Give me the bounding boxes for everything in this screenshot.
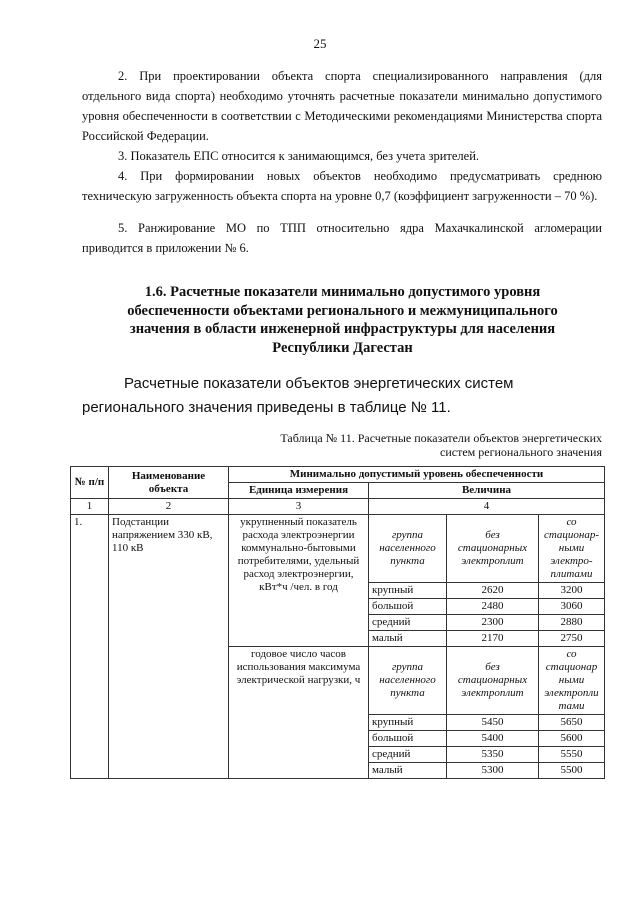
header-name: Наименование объекта bbox=[109, 467, 229, 499]
block2-with: 5500 bbox=[539, 763, 605, 779]
header-value: Величина bbox=[369, 483, 605, 499]
block1-group: крупный bbox=[369, 583, 447, 599]
colnum-1: 1 bbox=[71, 499, 109, 515]
energy-table bbox=[70, 466, 605, 779]
page-number: 25 bbox=[313, 36, 327, 51]
block2-group: средний bbox=[369, 747, 447, 763]
block1-with: 2750 bbox=[539, 631, 605, 647]
block1-subheader-without: без стационарных электроплит bbox=[447, 515, 539, 583]
block1-without: 2300 bbox=[447, 615, 539, 631]
column-numbers-row bbox=[71, 499, 605, 515]
block2-subheader-group: группа населенного пункта bbox=[369, 647, 447, 715]
block2-group: крупный bbox=[369, 715, 447, 731]
block2-with: 5550 bbox=[539, 747, 605, 763]
lead-text: Расчетные показатели объектов энергетических систем регионального значения приведены в таблице № 11. bbox=[82, 375, 514, 416]
block1-without: 2480 bbox=[447, 599, 539, 615]
block2-subheader-with: со стационар ными электропли тами bbox=[539, 647, 605, 715]
block2-unit: годовое число часов использования максимума электрической нагрузки, ч bbox=[229, 647, 369, 779]
block2-with: 5600 bbox=[539, 731, 605, 747]
header-min-level: Минимально допустимый уровень обеспеченности bbox=[229, 467, 605, 483]
table-header-row bbox=[71, 467, 605, 483]
colnum-2: 2 bbox=[109, 499, 229, 515]
note-2: 2. При проектировании объекта спорта специализированного направления (для отдельного вида спорта) необходимо уточнять расчетные показатели минимально допустимого уровня обеспеченности в соответствии с Методическими рекомендациями Министерства спорта Российской Федерации. bbox=[82, 69, 602, 143]
table-caption: Таблица № 11. Расчетные показатели объектов энергетических систем регионального значения bbox=[280, 431, 602, 459]
block1-group: большой bbox=[369, 599, 447, 615]
block2-without: 5450 bbox=[447, 715, 539, 731]
block2-without: 5350 bbox=[447, 747, 539, 763]
note-5: 5. Ранжирование МО по ТПП относительно ядра Махачкалинской агломерации приводится в приложении № 6. bbox=[82, 221, 602, 255]
block2-group: большой bbox=[369, 731, 447, 747]
row-num: 1. bbox=[71, 515, 109, 779]
block2-subheader-without: без стационарных электроплит bbox=[447, 647, 539, 715]
block1-without: 2170 bbox=[447, 631, 539, 647]
block1-group: малый bbox=[369, 631, 447, 647]
block1-unit: укрупненный показатель расхода электроэнергии коммунально-бытовыми потребителями, удельный расход электроэнергии, кВт*ч /чел. в год bbox=[229, 515, 369, 647]
row-object-name: Подстанции напряжением 330 кВ, 110 кВ bbox=[109, 515, 229, 779]
block1-group: средний bbox=[369, 615, 447, 631]
block1-without: 2620 bbox=[447, 583, 539, 599]
block1-with: 2880 bbox=[539, 615, 605, 631]
block1-subheader-group: группа населенного пункта bbox=[369, 515, 447, 583]
block2-without: 5400 bbox=[447, 731, 539, 747]
note-4: 4. При формировании новых объектов необходимо предусматривать среднюю техническую загруженность объекта спорта на уровне 0,7 (коэффициент загруженности – 70 %). bbox=[82, 169, 602, 203]
block2-group: малый bbox=[369, 763, 447, 779]
block1-subheader-with: со стационар-ными электро-плитами bbox=[539, 515, 605, 583]
block1-with: 3060 bbox=[539, 599, 605, 615]
header-unit: Единица измерения bbox=[229, 483, 369, 499]
colnum-4: 4 bbox=[369, 499, 605, 515]
note-3: 3. Показатель ЕПС относится к занимающимся, без учета зрителей. bbox=[118, 149, 480, 163]
block2-without: 5300 bbox=[447, 763, 539, 779]
section-heading: 1.6. Расчетные показатели минимально допустимого уровня обеспеченности объектами регионального и межмуниципального значения в области инженерной инфраструктуры для населения Республики Дагестан bbox=[127, 284, 558, 356]
block2-with: 5650 bbox=[539, 715, 605, 731]
colnum-3: 3 bbox=[229, 499, 369, 515]
block1-with: 3200 bbox=[539, 583, 605, 599]
table-row bbox=[71, 515, 605, 583]
header-num: № п/п bbox=[71, 467, 109, 499]
